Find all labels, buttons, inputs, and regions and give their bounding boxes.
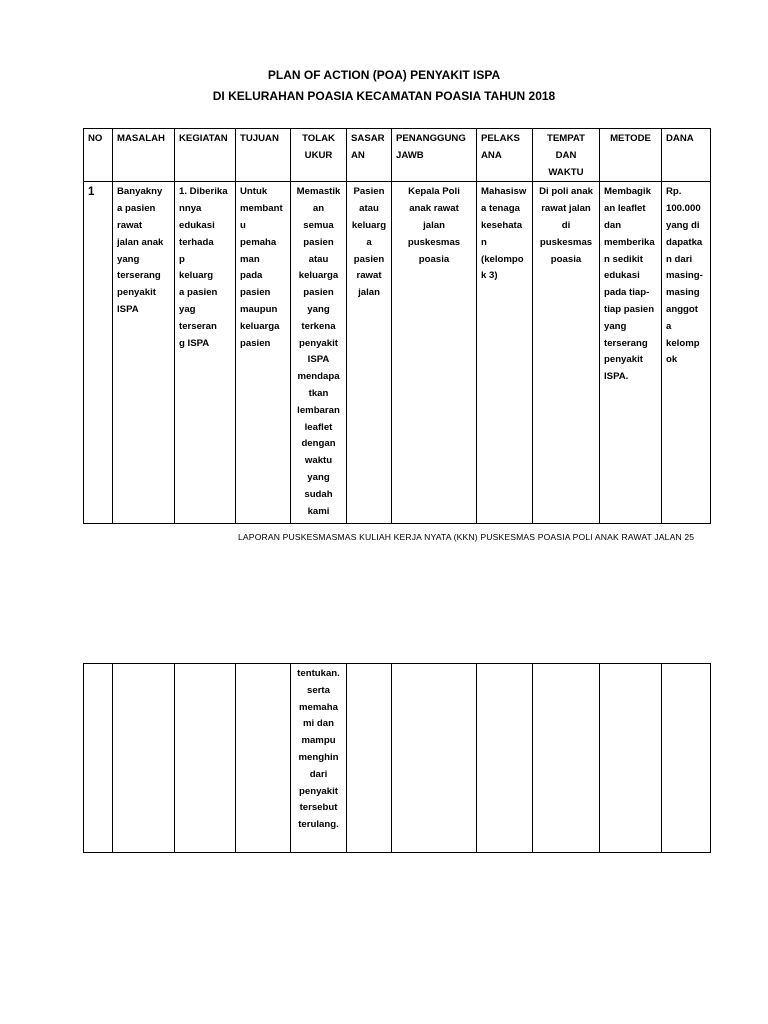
table-row	[84, 664, 711, 853]
poa-table-continuation	[83, 663, 711, 853]
header-pelaksana: PELAKS ANA	[477, 129, 533, 182]
header-sasaran: SASAR AN	[347, 129, 392, 182]
header-tolak-ukur: TOLAK UKUR	[291, 129, 347, 182]
cont-cell-penanggung-jawab	[392, 664, 477, 853]
header-metode: METODE	[600, 129, 662, 182]
cont-cell-metode	[600, 664, 662, 853]
header-dana: DANA	[662, 129, 711, 182]
cont-cell-sasaran	[347, 664, 392, 853]
header-masalah: MASALAH	[113, 129, 175, 182]
header-tujuan: TUJUAN	[236, 129, 291, 182]
cell-tujuan: Untuk membant u pemaha man pada pasien maupun keluarga pasien	[236, 182, 291, 524]
cont-cell-pelaksana	[477, 664, 533, 853]
cont-cell-tolak-ukur: tentukan. serta memaha mi dan mampu menghin dari penyakit tersebut terulang.	[291, 664, 347, 853]
cell-tempat-waktu: Di poli anak rawat jalan di puskesmas poasia	[533, 182, 600, 524]
cell-sasaran: Pasien atau keluarg a pasien rawat jalan	[347, 182, 392, 524]
header-kegiatan: KEGIATAN	[175, 129, 236, 182]
cont-cell-no	[84, 664, 113, 853]
cont-cell-kegiatan	[175, 664, 236, 853]
header-penanggung-jawab: PENANGGUNG JAWB	[392, 129, 477, 182]
cont-cell-tujuan	[236, 664, 291, 853]
cell-tolak-ukur: Memastik an semua pasien atau keluarga pasien yang terkena penyakit ISPA mendapa tkan lembaran leaflet dengan waktu yang sudah kami	[291, 182, 347, 524]
header-no: NO	[84, 129, 113, 182]
poa-table	[83, 128, 711, 524]
cell-masalah: Banyakny a pasien rawat jalan anak yang terserang penyakit ISPA	[113, 182, 175, 524]
table-header-row	[84, 129, 711, 182]
cont-cell-dana	[662, 664, 711, 853]
header-tempat-waktu: TEMPAT DAN WAKTU	[533, 129, 600, 182]
document-subtitle: DI KELURAHAN POASIA KECAMATAN POASIA TAHUN 2018	[212, 89, 556, 103]
cont-cell-masalah	[113, 664, 175, 853]
cell-no: 1	[84, 182, 113, 524]
cell-metode: Membagik an leaflet dan memberika n sedikit edukasi pada tiap- tiap pasien yang terserang penyakit ISPA.	[600, 182, 662, 524]
cell-kegiatan: 1. Diberika nnya edukasi terhada p keluarg a pasien yag terseran g ISPA	[175, 182, 236, 524]
page-footer: LAPORAN PUSKESMASMAS KULIAH KERJA NYATA (KKN) PUSKESMAS POASIA POLI ANAK RAWAT JALAN 25	[238, 532, 695, 542]
cell-dana: Rp. 100.000 yang di dapatka n dari masing- masing anggot a kelomp ok	[662, 182, 711, 524]
cont-cell-tempat-waktu	[533, 664, 600, 853]
table-row	[84, 182, 711, 524]
cell-pelaksana: Mahasisw a tenaga kesehata n (kelompo k 3)	[477, 182, 533, 524]
cell-penanggung-jawab: Kepala Poli anak rawat jalan puskesmas poasia	[392, 182, 477, 524]
document-title: PLAN OF ACTION (POA) PENYAKIT ISPA	[267, 68, 501, 82]
